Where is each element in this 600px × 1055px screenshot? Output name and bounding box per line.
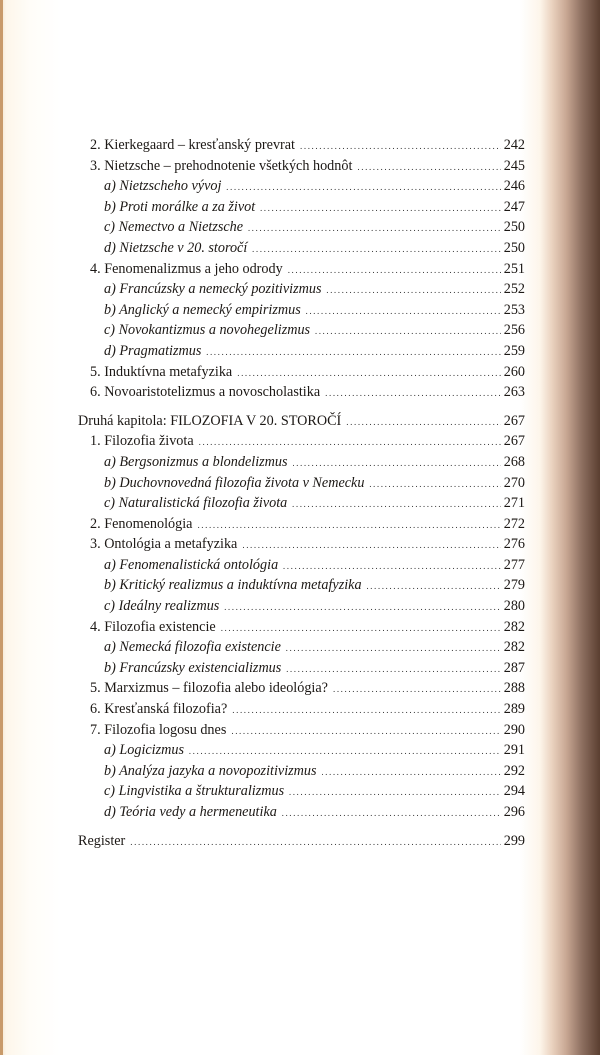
- dot-leader: [300, 137, 501, 157]
- page-left-edge: [0, 0, 3, 1055]
- toc-section-entry: [78, 535, 525, 556]
- dot-leader: [357, 158, 500, 178]
- dot-leader: [242, 536, 500, 556]
- toc-entry-page-number: 252: [503, 281, 525, 298]
- dot-leader: [237, 364, 500, 384]
- toc-section-entry: [78, 618, 525, 639]
- toc-entry-page-number: 267: [503, 412, 525, 429]
- toc-entry-title: c) Lingvistika a štrukturalizmus: [104, 783, 285, 800]
- toc-section-entry: [78, 679, 525, 700]
- dot-leader: [288, 261, 501, 281]
- toc-section-entry: [78, 157, 525, 178]
- toc-entry-title: 7. Filozofia logosu dnes: [90, 721, 227, 738]
- toc-entry-page-number: 246: [503, 178, 525, 195]
- toc-entry-page-number: 282: [503, 639, 525, 656]
- toc-subsection-entry: [78, 239, 525, 260]
- toc-entry-page-number: 288: [503, 680, 525, 697]
- toc-entry-page-number: 272: [503, 515, 525, 532]
- dot-leader: [197, 516, 500, 536]
- toc-entry-title: 1. Filozofia života: [90, 433, 194, 450]
- toc-entry-page-number: 296: [503, 804, 525, 820]
- dot-leader: [293, 454, 501, 474]
- toc-entry-page-number: 280: [503, 598, 525, 615]
- toc-section-entry: [78, 515, 525, 536]
- dot-leader: [286, 639, 501, 659]
- table-of-contents: [78, 136, 525, 852]
- toc-entry-page-number: 247: [503, 198, 525, 215]
- toc-subsection-entry: [78, 741, 525, 762]
- toc-entry-page-number: 256: [503, 322, 525, 339]
- section-spacer: [78, 824, 525, 832]
- toc-entry-title: 4. Filozofia existencie: [90, 618, 216, 635]
- toc-entry-title: 3. Nietzsche – prehodnotenie všetkých hodnôt: [90, 157, 353, 174]
- toc-entry-page-number: 271: [503, 495, 525, 512]
- toc-entry-title: a) Francúzsky a nemecký pozitivizmus: [104, 281, 322, 298]
- toc-section-entry: [78, 260, 525, 281]
- toc-entry-page-number: 250: [503, 239, 525, 256]
- toc-subsection-entry: [78, 321, 525, 342]
- dot-leader: [199, 433, 501, 453]
- dot-leader: [326, 281, 500, 301]
- toc-entry-title: a) Bergsonizmus a blondelizmus: [104, 453, 288, 470]
- toc-entry-title: c) Nemectvo a Nietzsche: [104, 219, 244, 236]
- toc-section-entry: [78, 700, 525, 721]
- toc-entry-page-number: 287: [503, 659, 525, 676]
- toc-entry-page-number: 292: [503, 762, 525, 779]
- toc-subsection-entry: [78, 576, 525, 597]
- toc-section-entry: [78, 383, 525, 404]
- toc-entry-title: b) Francúzsky existencializmus: [104, 659, 282, 676]
- toc-subsection-entry: [78, 177, 525, 198]
- dot-leader: [322, 763, 501, 783]
- toc-section-entry: [78, 721, 525, 742]
- toc-entry-title: c) Naturalistická filozofia života: [104, 495, 288, 512]
- toc-entry-page-number: 253: [503, 301, 525, 318]
- toc-subsection-entry: [78, 803, 525, 824]
- toc-chapter-entry: [78, 412, 525, 433]
- dot-leader: [283, 557, 501, 577]
- toc-entry-title: 2. Fenomenológia: [90, 515, 193, 532]
- toc-entry-page-number: 251: [503, 260, 525, 277]
- dot-leader: [282, 804, 501, 824]
- dot-leader: [206, 343, 500, 363]
- toc-subsection-entry: [78, 218, 525, 239]
- toc-entry-title: b) Analýza jazyka a novopozitivizmus: [104, 762, 317, 779]
- toc-chapter-entry: [78, 832, 525, 853]
- toc-subsection-entry: [78, 659, 525, 680]
- toc-entry-title: c) Novokantizmus a novohegelizmus: [104, 322, 311, 339]
- dot-leader: [260, 199, 501, 219]
- toc-section-entry: [78, 136, 525, 157]
- dot-leader: [232, 701, 500, 721]
- toc-subsection-entry: [78, 597, 525, 618]
- toc-entry-page-number: 250: [503, 219, 525, 236]
- toc-entry-page-number: 299: [503, 832, 525, 849]
- dot-leader: [226, 178, 500, 198]
- dot-leader: [130, 833, 500, 853]
- toc-subsection-entry: [78, 453, 525, 474]
- dot-leader: [306, 302, 501, 322]
- toc-entry-page-number: 260: [503, 363, 525, 380]
- toc-entry-title: a) Fenomenalistická ontológia: [104, 556, 279, 573]
- toc-entry-page-number: 282: [503, 618, 525, 635]
- toc-subsection-entry: [78, 762, 525, 783]
- toc-entry-page-number: 289: [503, 701, 525, 718]
- toc-entry-title: d) Pragmatizmus: [104, 342, 202, 359]
- toc-subsection-entry: [78, 494, 525, 515]
- toc-subsection-entry: [78, 198, 525, 219]
- dot-leader: [286, 660, 500, 680]
- toc-entry-page-number: 259: [503, 342, 525, 359]
- toc-entry-title: a) Nemecká filozofia existencie: [104, 639, 281, 656]
- dot-leader: [333, 680, 501, 700]
- toc-entry-page-number: 277: [503, 556, 525, 573]
- toc-entry-title: 6. Kresťanská filozofia?: [90, 701, 228, 718]
- toc-entry-title: Druhá kapitola: FILOZOFIA V 20. STOROČÍ: [78, 412, 342, 429]
- toc-entry-page-number: 245: [503, 157, 525, 174]
- dot-leader: [289, 783, 501, 803]
- toc-subsection-entry: [78, 556, 525, 577]
- dot-leader: [325, 384, 501, 404]
- toc-entry-page-number: 294: [503, 783, 525, 800]
- toc-entry-page-number: 263: [503, 384, 525, 401]
- toc-entry-title: 3. Ontológia a metafyzika: [90, 536, 238, 553]
- toc-entry-page-number: 291: [503, 742, 525, 759]
- dot-leader: [315, 322, 501, 342]
- toc-entry-page-number: 270: [503, 474, 525, 491]
- toc-entry-title: Register: [78, 832, 126, 849]
- toc-entry-title: a) Nietzscheho vývoj: [104, 178, 222, 195]
- dot-leader: [221, 619, 501, 639]
- toc-entry-title: d) Teória vedy a hermeneutika: [104, 804, 277, 820]
- section-spacer: [78, 404, 525, 412]
- toc-entry-page-number: 242: [503, 137, 525, 153]
- toc-subsection-entry: [78, 280, 525, 301]
- dot-leader: [231, 722, 500, 742]
- dot-leader: [224, 598, 500, 618]
- toc-subsection-entry: [78, 782, 525, 803]
- dot-leader: [369, 475, 500, 495]
- dot-leader: [367, 577, 501, 597]
- toc-entry-title: a) Logicizmus: [104, 742, 185, 759]
- toc-entry-page-number: 268: [503, 453, 525, 470]
- toc-entry-page-number: 290: [503, 721, 525, 738]
- toc-subsection-entry: [78, 638, 525, 659]
- toc-section-entry: [78, 432, 525, 453]
- toc-entry-title: 4. Fenomenalizmus a jeho odrody: [90, 260, 283, 277]
- toc-entry-title: 5. Induktívna metafyzika: [90, 363, 233, 380]
- toc-entry-title: b) Anglický a nemecký empirizmus: [104, 301, 301, 318]
- toc-entry-title: b) Duchovnovedná filozofia života v Nemecku: [104, 474, 365, 491]
- toc-entry-title: 5. Marxizmus – filozofia alebo ideológia?: [90, 680, 328, 697]
- dot-leader: [248, 219, 501, 239]
- toc-entry-title: c) Ideálny realizmus: [104, 598, 220, 615]
- dot-leader: [346, 413, 500, 433]
- toc-entry-title: 2. Kierkegaard – kresťanský prevrat: [90, 137, 295, 153]
- toc-entry-title: b) Proti morálke a za život: [104, 198, 256, 215]
- toc-subsection-entry: [78, 301, 525, 322]
- toc-entry-page-number: 279: [503, 577, 525, 594]
- toc-entry-title: b) Kritický realizmus a induktívna metafyzika: [104, 577, 362, 594]
- toc-subsection-entry: [78, 474, 525, 495]
- toc-entry-page-number: 276: [503, 536, 525, 553]
- toc-subsection-entry: [78, 342, 525, 363]
- toc-entry-title: d) Nietzsche v 20. storočí: [104, 239, 248, 256]
- toc-entry-title: 6. Novoaristotelizmus a novoscholastika: [90, 384, 321, 401]
- toc-entry-page-number: 267: [503, 433, 525, 450]
- dot-leader: [189, 742, 501, 762]
- toc-section-entry: [78, 363, 525, 384]
- dot-leader: [252, 240, 500, 260]
- dot-leader: [292, 495, 500, 515]
